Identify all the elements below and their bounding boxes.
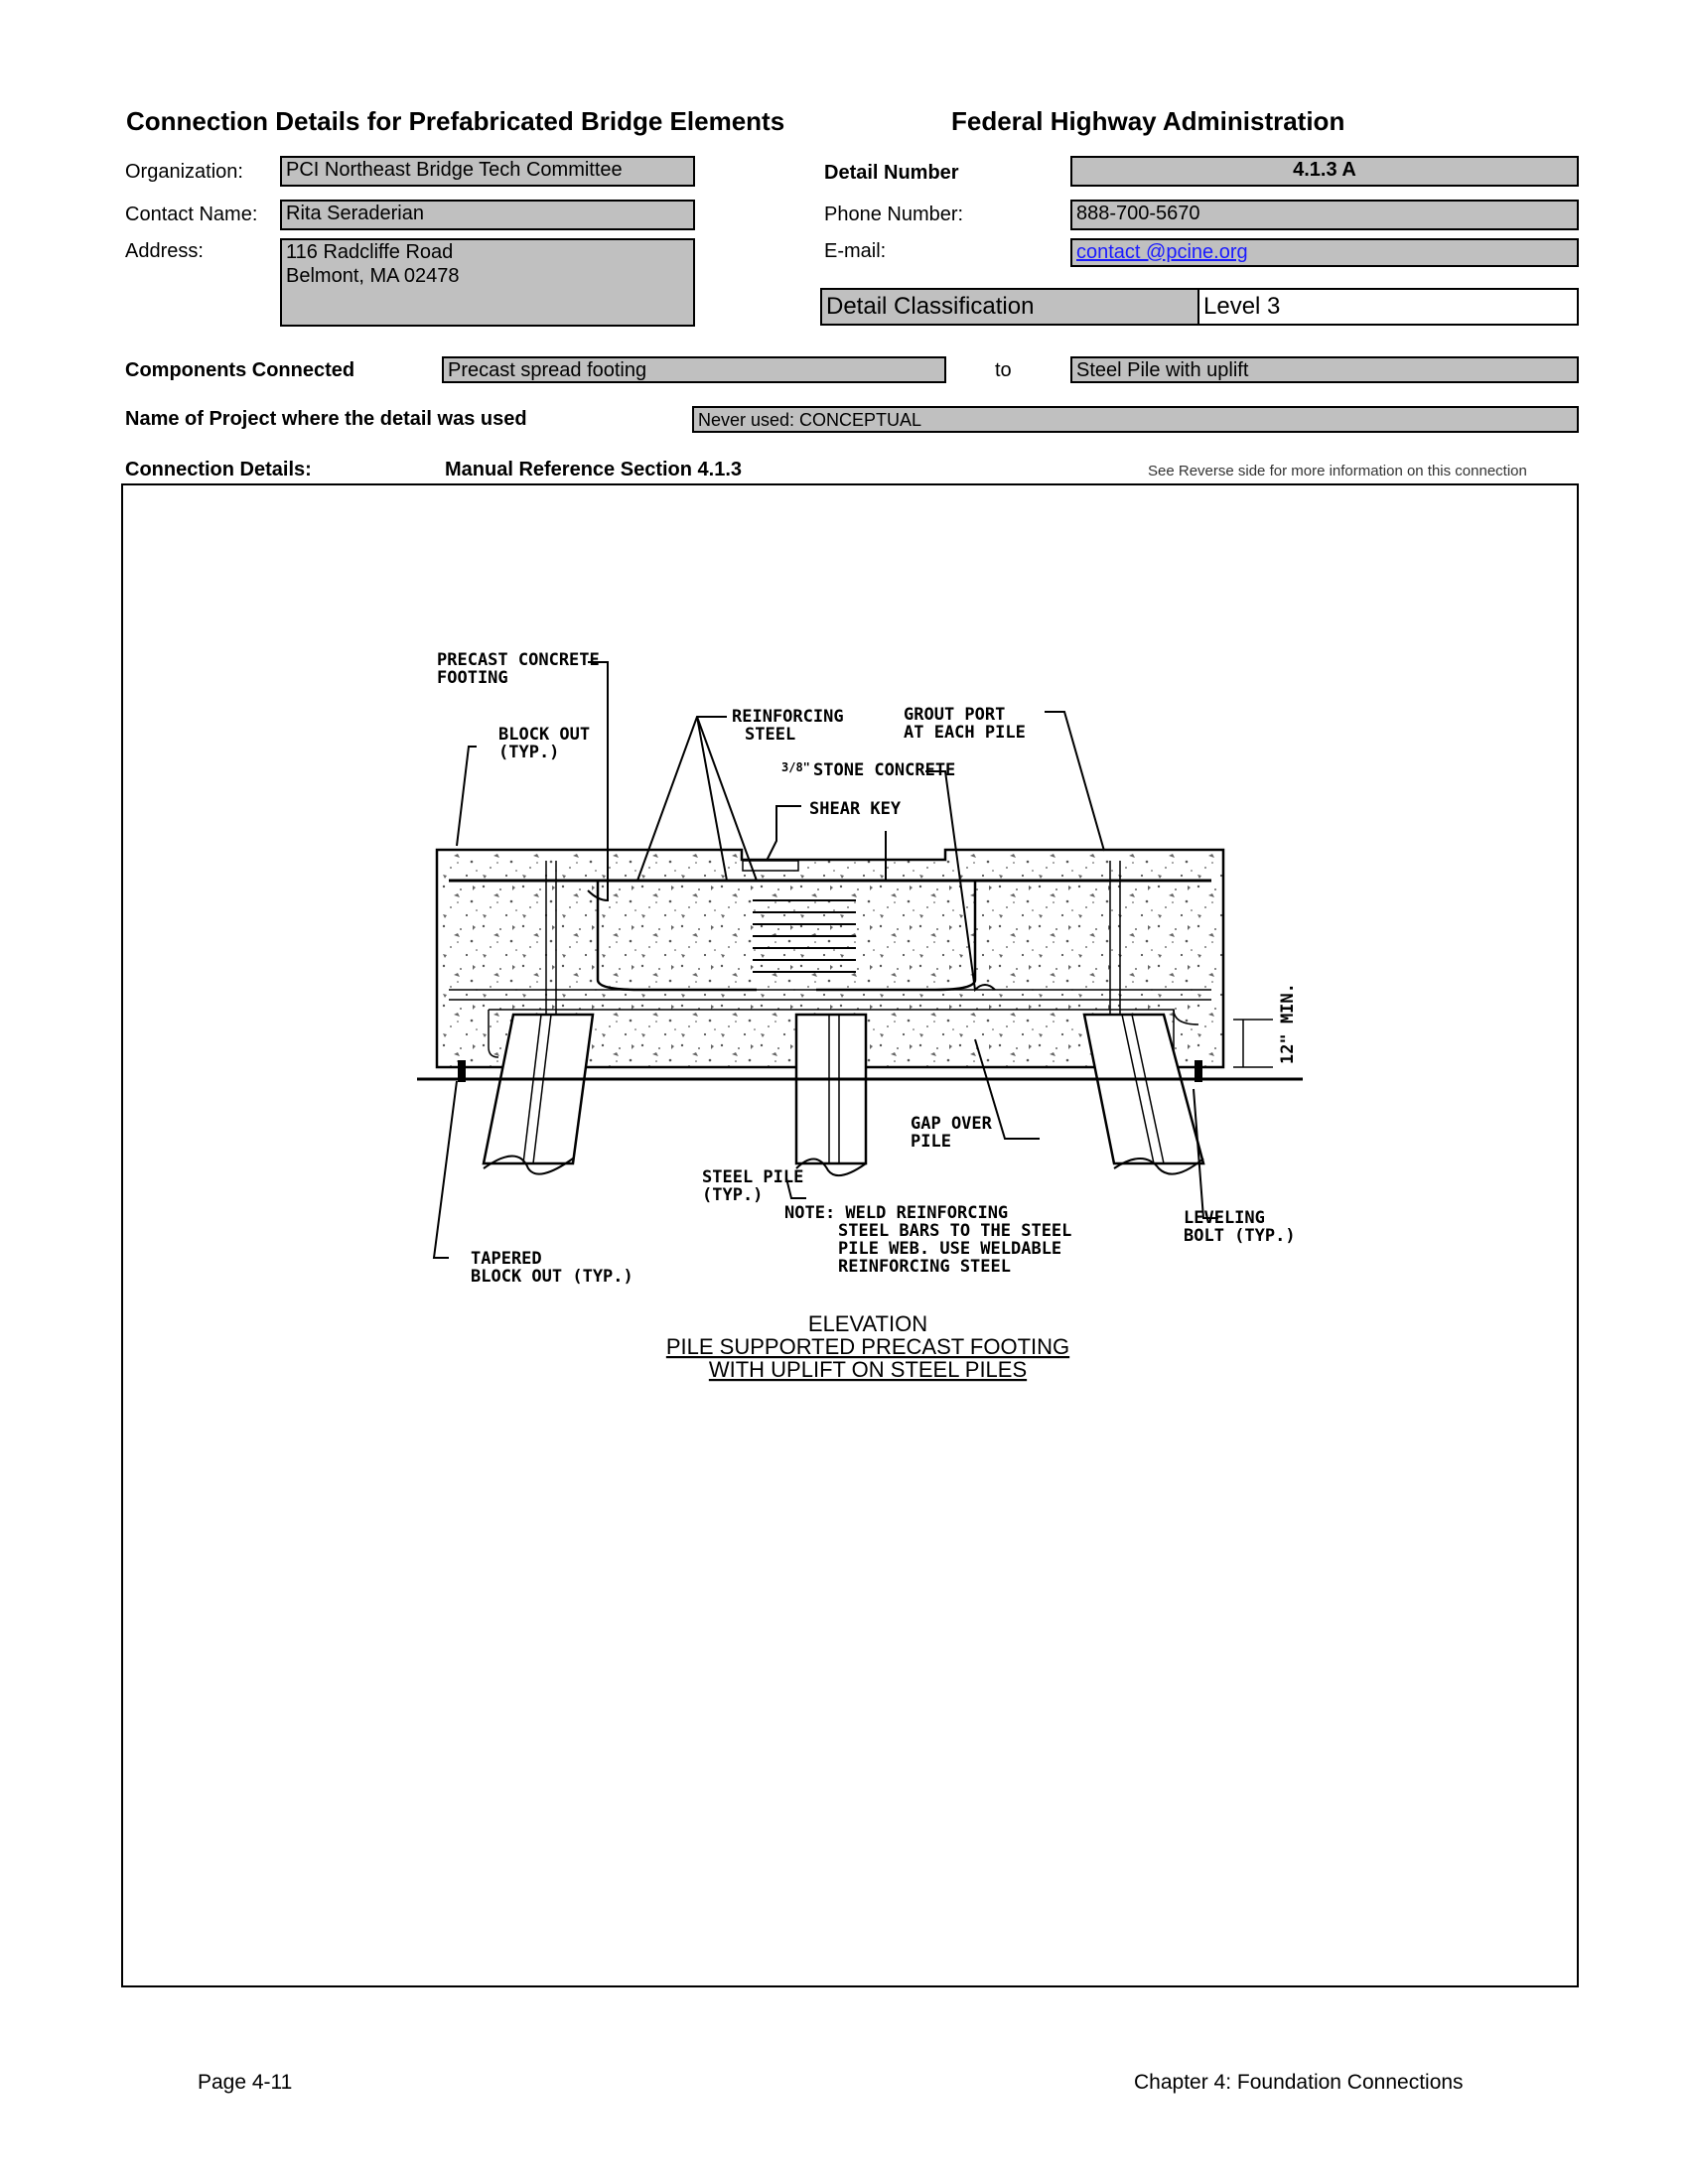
caption-line3: WITH UPLIFT ON STEEL PILES — [708, 1357, 1028, 1382]
reverse-side-note: See Reverse side for more information on this connection — [1148, 463, 1527, 479]
address-label: Address: — [125, 240, 204, 262]
phone-field: 888-700-5670 — [1070, 200, 1579, 230]
agency-title: Federal Highway Administration — [951, 106, 1345, 136]
component-from-field: Precast spread footing — [442, 356, 946, 383]
classification-label: Detail Classification — [822, 290, 1199, 324]
classification-box — [820, 288, 1579, 326]
contact-name-field: Rita Seraderian — [280, 200, 695, 230]
project-field: Never used: CONCEPTUAL — [692, 406, 1579, 433]
detail-number-label: Detail Number — [824, 162, 959, 184]
phone-label: Phone Number: — [824, 204, 964, 225]
label-gap-over-pile: GAP OVER PILE — [911, 1114, 992, 1152]
component-to-field: Steel Pile with uplift — [1070, 356, 1579, 383]
label-weld-note: NOTE: WELD REINFORCING STEEL BARS TO THE STEEL PILE WEB. USE WELDABLE REINFORCING STEEL — [784, 1203, 1072, 1277]
label-reinforcing-steel: REINFORCING STEEL — [732, 707, 844, 745]
label-shear-key: SHEAR KEY — [809, 799, 902, 819]
email-label: E-mail: — [824, 240, 887, 262]
label-dimension: 12" MIN. — [1278, 983, 1298, 1064]
to-label: to — [995, 359, 1012, 381]
project-label: Name of Project where the detail was used — [125, 408, 527, 430]
email-link[interactable]: contact @pcine.org — [1076, 241, 1248, 263]
chapter-title: Chapter 4: Foundation Connections — [1134, 2071, 1464, 2094]
organization-field: PCI Northeast Bridge Tech Committee — [280, 156, 695, 187]
address-field: 116 Radcliffe Road Belmont, MA 02478 — [280, 238, 695, 327]
label-precast-footing: PRECAST CONCRETE FOOTING — [437, 650, 600, 688]
label-grout-port: GROUT PORT AT EACH PILE — [904, 705, 1026, 743]
caption-elevation: ELEVATION — [807, 1311, 928, 1336]
label-steel-pile: STEEL PILE (TYP.) — [702, 1167, 804, 1205]
label-block-out: BLOCK OUT (TYP.) — [498, 725, 591, 762]
email-field — [1070, 238, 1579, 267]
components-label: Components Connected — [125, 359, 355, 381]
elevation-drawing — [121, 483, 1579, 1987]
label-stone-concrete: STONE CONCRETE — [813, 760, 956, 780]
classification-value: Level 3 — [1203, 293, 1281, 320]
label-stone-fraction: 3/8" — [781, 760, 810, 774]
contact-name-label: Contact Name: — [125, 204, 258, 225]
label-tapered-block-out: TAPERED BLOCK OUT (TYP.) — [471, 1249, 633, 1287]
label-leveling-bolt: LEVELING BOLT (TYP.) — [1184, 1208, 1296, 1246]
caption-line2: PILE SUPPORTED PRECAST FOOTING — [665, 1334, 1070, 1359]
connection-details-label: Connection Details: — [125, 459, 312, 480]
organization-label: Organization: — [125, 161, 243, 183]
manual-reference: Manual Reference Section 4.1.3 — [445, 459, 743, 480]
page-number: Page 4-11 — [198, 2071, 293, 2094]
document-title: Connection Details for Prefabricated Bridge Elements — [126, 106, 785, 136]
detail-number-field: 4.1.3 A — [1070, 156, 1579, 187]
